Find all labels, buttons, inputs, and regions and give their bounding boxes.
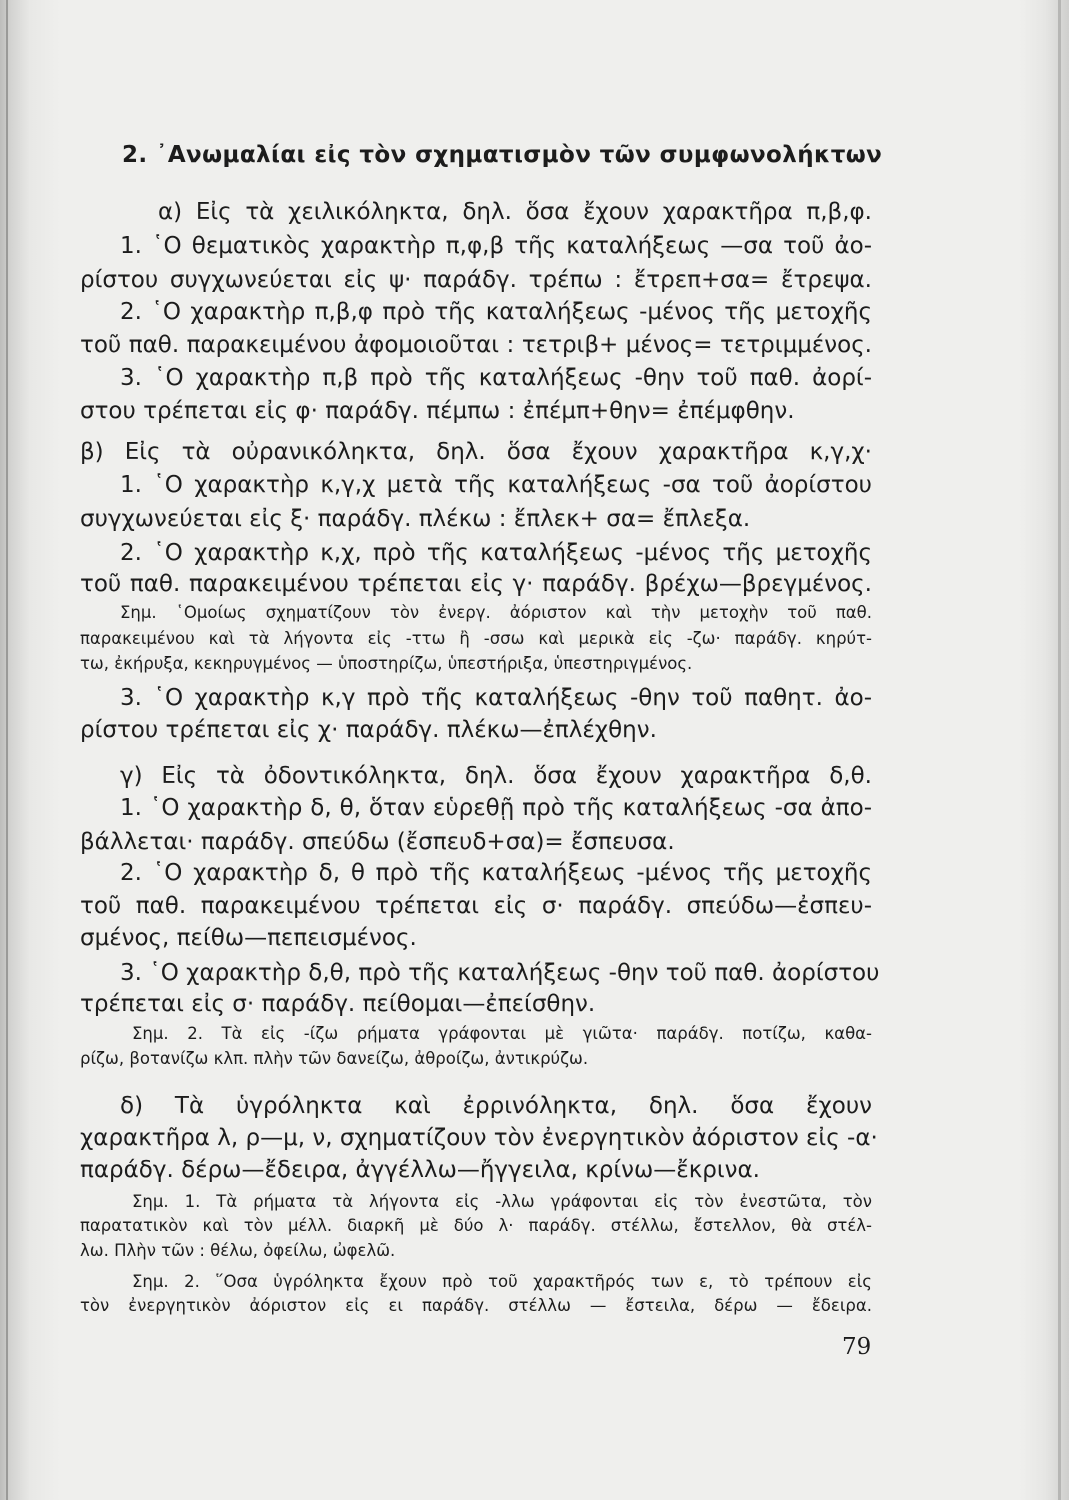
- note-line: παρακειμένου καὶ τὰ λήγοντα εἰς -ττω ἢ -σσω καὶ μερικὰ εἰς -ζω· παράδγ. κηρύτ-: [80, 629, 872, 648]
- paragraph-line: α) Εἰς τὰ χειλικόληκτα, δηλ. ὅσα ἔχουν χαρακτῆρα π,β,φ.: [158, 199, 872, 225]
- binding-edge: [6, 0, 8, 1500]
- note-line: Σημ. ῾Ομοίως σχηματίζουν τὸν ἐνεργ. ἀόριστον καὶ τὴν μετοχὴν τοῦ παθ.: [120, 603, 872, 622]
- page-edge: [1058, 0, 1061, 1500]
- paragraph-line: 2. ῾Ο χαρακτὴρ κ,χ, πρὸ τῆς καταλήξεως -μένος τῆς μετοχῆς: [120, 540, 872, 566]
- paragraph-line: 3. ῾Ο χαρακτὴρ δ,θ, πρὸ τῆς καταλήξεως -θην τοῦ παθ. ἀορίστου: [120, 960, 880, 986]
- note-line: λω. Πλὴν τῶν : θέλω, ὀφείλω, ὠφελῶ.: [80, 1241, 396, 1260]
- note-line: παρατατικὸν καὶ τὸν μέλλ. διαρκῆ μὲ δύο λ· παράδγ. στέλλω, ἔστελλον, θὰ στέλ-: [80, 1216, 872, 1235]
- note-line: Σημ. 2. ῞Οσα ὑγρόληκτα ἔχουν πρὸ τοῦ χαρακτῆρός των ε, τὸ τρέπουν εἰς: [132, 1272, 872, 1291]
- paragraph-line: 1. ῾Ο χαρακτὴρ κ,γ,χ μετὰ τῆς καταλήξεως -σα τοῦ ἀορίστου: [120, 472, 872, 498]
- paragraph-line: δ) Τὰ ὑγρόληκτα καὶ ἐρρινόληκτα, δηλ. ὅσα ἔχουν: [120, 1093, 872, 1119]
- paragraph-line: β) Εἰς τὰ οὐρανικόληκτα, δηλ. ὅσα ἔχουν χαρακτῆρα κ,γ,χ·: [80, 439, 872, 465]
- paragraph-line: γ) Εἰς τὰ ὀδοντικόληκτα, δηλ. ὅσα ἔχουν χαρακτῆρα δ,θ.: [120, 763, 872, 789]
- paragraph-line: συγχωνεύεται εἰς ξ· παράδγ. πλέκω : ἔπλεκ+ σα= ἔπλεξα.: [80, 506, 751, 532]
- paragraph-line: 3. ῾Ο χαρακτὴρ π,β πρὸ τῆς καταλήξεως -θην τοῦ παθ. ἀορί-: [120, 365, 872, 391]
- paragraph-line: τοῦ παθ. παρακειμένου ἀφομοιοῦται : τετριβ+ μένος= τετριμμένος.: [80, 332, 872, 358]
- paragraph-line: χαρακτῆρα λ, ρ—μ, ν, σχηματίζουν τὸν ἐνεργητικὸν ἀόριστον εἰς -α·: [80, 1125, 878, 1151]
- paragraph-line: τοῦ παθ. παρακειμένου τρέπεται εἰς γ· παράδγ. βρέχω—βρεγμένος.: [80, 571, 872, 597]
- note-line: τω, ἐκήρυξα, κεκηρυγμένος — ὑποστηρίζω, ὑπεστήριξα, ὑπεστηριγμένος.: [80, 654, 693, 673]
- note-line: τὸν ἐνεργητικὸν ἀόριστον εἰς ει παράδγ. στέλλω — ἔστειλα, δέρω — ἔδειρα.: [80, 1296, 872, 1315]
- paragraph-line: στου τρέπεται εἰς φ· παράδγ. πέμπω : ἐπέμπ+θην= ἐπέμφθην.: [80, 398, 795, 424]
- page-number: 79: [842, 1334, 872, 1360]
- paragraph-line: 2. ῾Ο χαρακτὴρ δ, θ πρὸ τῆς καταλήξεως -μένος τῆς μετοχῆς: [120, 860, 872, 886]
- paragraph-line: 1. ῾Ο θεματικὸς χαρακτὴρ π,φ,β τῆς καταλήξεως —σα τοῦ ἀο-: [120, 233, 872, 259]
- paragraph-line: ρίστου συγχωνεύεται εἰς ψ· παράδγ. τρέπω : ἔτρεπ+σα= ἔτρεψα.: [80, 267, 872, 293]
- paragraph-line: 1. ῾Ο χαρακτὴρ δ, θ, ὅταν εὑρεθῇ πρὸ τῆς καταλήξεως -σα ἀπο-: [120, 795, 872, 821]
- paragraph-line: τρέπεται εἰς σ· παράδγ. πείθομαι—ἐπείσθην.: [80, 991, 596, 1017]
- note-line: Σημ. 1. Τὰ ρήματα τὰ λήγοντα εἰς -λλω γράφονται εἰς τὸν ἐνεστῶτα, τὸν: [132, 1192, 872, 1211]
- paragraph-line: παράδγ. δέρω—ἔδειρα, ἀγγέλλω—ἤγγειλα, κρίνω—ἔκρινα.: [80, 1157, 760, 1183]
- note-line: ρίζω, βοτανίζω κλπ. πλὴν τῶν δανείζω, ἀθροίζω, ἀντικρύζω.: [80, 1049, 589, 1068]
- paragraph-line: βάλλεται· παράδγ. σπεύδω (ἔσπευδ+σα)= ἔσπευσα.: [80, 829, 675, 855]
- paragraph-line: 3. ῾Ο χαρακτὴρ κ,γ πρὸ τῆς καταλήξεως -θην τοῦ παθητ. ἀο-: [120, 685, 872, 711]
- note-line: Σημ. 2. Τὰ εἰς -ίζω ρήματα γράφονται μὲ γιῶτα· παράδγ. ποτίζω, καθα-: [132, 1024, 872, 1043]
- paragraph-line: σμένος, πείθω—πεπεισμένος.: [80, 925, 417, 951]
- paragraph-line: τοῦ παθ. παρακειμένου τρέπεται εἰς σ· παράδγ. σπεύδω—ἐσπευ-: [80, 893, 872, 919]
- section-heading: 2. ᾿Ανωμαλίαι εἰς τὸν σχηματισμὸν τῶν συμφωνολήκτων: [122, 142, 883, 168]
- paragraph-line: 2. ῾Ο χαρακτὴρ π,β,φ πρὸ τῆς καταλήξεως -μένος τῆς μετοχῆς: [120, 299, 872, 325]
- paragraph-line: ρίστου τρέπεται εἰς χ· παράδγ. πλέκω—ἐπλέχθην.: [80, 717, 657, 743]
